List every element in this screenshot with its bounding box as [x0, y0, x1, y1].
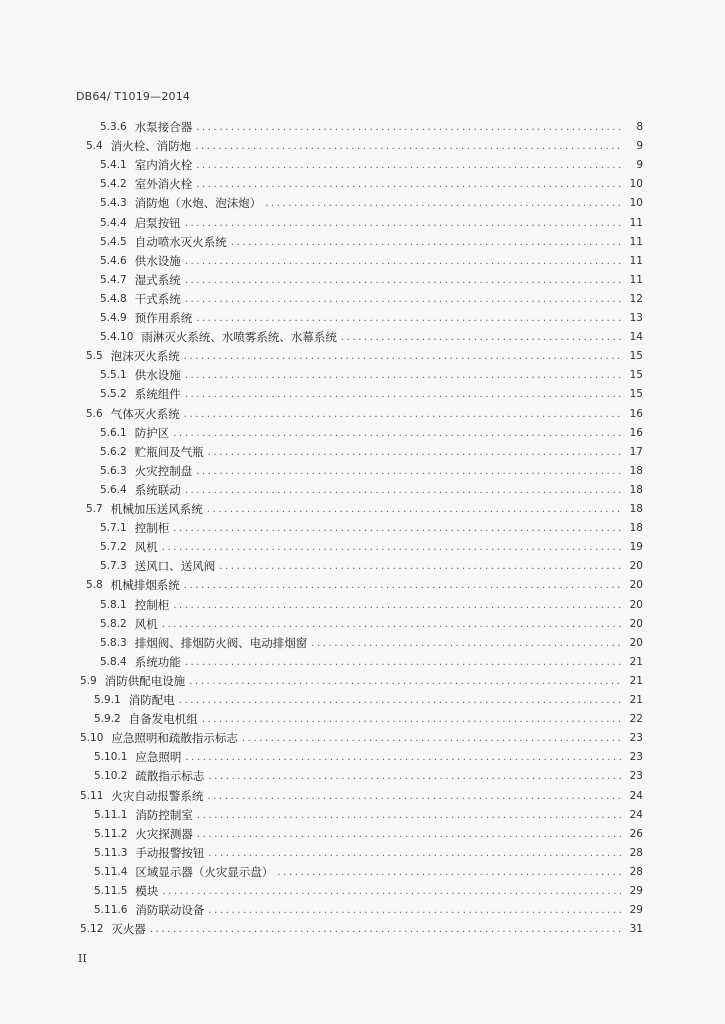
toc-leader-dots	[184, 405, 621, 424]
toc-entry-title: 防护区	[134, 425, 170, 440]
toc-leader-dots	[185, 748, 621, 767]
toc-leader-dots	[185, 290, 621, 309]
toc-entry-title: 机械加压送风系统	[110, 502, 203, 516]
toc-leader-dots	[185, 481, 621, 500]
toc-entry[interactable]	[100, 366, 643, 385]
toc-entry-page: 15	[629, 369, 643, 382]
toc-entry-title: 控制柜	[134, 521, 170, 536]
toc-entry-number: 5.5.1	[100, 369, 127, 382]
toc-entry[interactable]	[100, 538, 643, 557]
toc-entry-page: 18	[629, 522, 643, 535]
toc-entry-title: 消防供配电设施	[104, 673, 186, 688]
toc-entry-page: 20	[629, 579, 643, 592]
toc-leader-dots	[162, 882, 621, 901]
toc-entry[interactable]	[94, 901, 643, 920]
toc-leader-dots	[162, 615, 621, 634]
toc-entry[interactable]	[100, 309, 643, 328]
toc-entry-title: 控制柜	[134, 597, 170, 612]
toc-entry-title: 自备发电机组	[128, 712, 198, 727]
toc-entry-page: 8	[636, 121, 643, 133]
toc-leader-dots	[207, 787, 621, 806]
toc-entry-page: 16	[629, 426, 643, 439]
toc-leader-dots	[196, 309, 621, 328]
toc-entry-number: 5.6	[86, 407, 103, 420]
toc-entry[interactable]	[94, 691, 643, 710]
toc-entry[interactable]	[94, 710, 643, 729]
toc-entry-title: 疏散指示标志	[135, 769, 205, 784]
toc-entry[interactable]	[100, 233, 643, 252]
toc-entry-title: 火灾探测器	[135, 826, 193, 841]
toc-entry-title: 风机	[134, 540, 158, 555]
toc-entry-title: 系统联动	[134, 482, 181, 497]
toc-entry-page: 29	[629, 885, 643, 897]
toc-entry-number: 5.10.2	[94, 770, 128, 783]
toc-leader-dots	[208, 767, 621, 786]
toc-entry-page: 18	[629, 464, 643, 477]
toc-entry[interactable]	[86, 137, 643, 156]
toc-entry-number: 5.4.5	[100, 235, 127, 248]
toc-entry-title: 风机	[134, 616, 158, 631]
toc-entry-page: 15	[629, 388, 643, 401]
toc-entry-page: 23	[629, 751, 643, 764]
toc-leader-dots	[179, 691, 621, 710]
toc-entry-title: 供水设施	[134, 368, 181, 383]
toc-entry-title: 应急照明	[135, 750, 182, 765]
toc-entry-page: 31	[629, 923, 643, 936]
toc-entry-page: 28	[629, 846, 643, 859]
toc-entry-page: 21	[629, 694, 643, 706]
toc-entry-title: 干式系统	[134, 291, 181, 306]
toc-entry-number: 5.7	[86, 503, 103, 515]
toc-entry-number: 5.8	[86, 579, 103, 592]
toc-entry-title: 消防联动设备	[135, 903, 205, 918]
toc-entry[interactable]	[100, 557, 643, 576]
toc-entry-number: 5.12	[80, 923, 104, 936]
toc-entry-number: 5.4	[86, 140, 103, 153]
toc-entry-page: 24	[629, 808, 643, 821]
toc-entry-number: 5.6.1	[100, 426, 127, 439]
toc-entry-number: 5.4.9	[100, 312, 127, 324]
toc-entry-title: 火灾控制盘	[134, 463, 193, 478]
toc-entry-title: 贮瓶间及气瓶	[134, 444, 204, 459]
toc-leader-dots	[208, 901, 621, 920]
toc-entry-number: 5.5.2	[100, 388, 127, 401]
toc-leader-dots	[185, 653, 621, 672]
toc-entry-page: 21	[629, 655, 643, 668]
toc-entry-number: 5.11.1	[94, 808, 128, 821]
toc-entry-number: 5.3.6	[100, 121, 127, 133]
toc-entry-page: 23	[629, 770, 643, 783]
toc-entry-title: 消防控制室	[135, 807, 193, 822]
toc-entry-title: 室外消火栓	[134, 177, 193, 192]
toc-entry-number: 5.7.3	[100, 560, 127, 573]
toc-entry[interactable]	[94, 748, 643, 767]
toc-entry[interactable]	[100, 462, 643, 481]
toc-entry-page: 20	[629, 560, 643, 573]
toc-entry-title: 供水设施	[134, 253, 181, 268]
toc-entry[interactable]	[100, 118, 643, 137]
toc-entry-title: 湿式系统	[134, 272, 181, 287]
toc-entry[interactable]	[80, 787, 643, 806]
toc-entry[interactable]	[80, 920, 643, 939]
toc-leader-dots	[202, 710, 621, 729]
toc-leader-dots	[196, 462, 621, 481]
toc-leader-dots	[196, 156, 621, 175]
toc-entry-number: 5.4.7	[100, 273, 127, 286]
toc-entry[interactable]	[86, 576, 643, 595]
toc-entry-number: 5.4.2	[100, 178, 127, 191]
toc-entry-number: 5.9.2	[94, 713, 121, 726]
toc-entry-number: 5.11.3	[94, 846, 128, 859]
toc-entry[interactable]	[100, 271, 643, 290]
toc-leader-dots	[197, 825, 621, 844]
toc-entry-page: 11	[629, 273, 643, 286]
toc-entry-page: 20	[629, 617, 643, 630]
toc-entry-number: 5.6.2	[100, 445, 127, 458]
toc-entry[interactable]	[94, 806, 643, 825]
toc-entry-page: 28	[629, 865, 643, 878]
toc-leader-dots	[173, 596, 621, 615]
toc-entry-title: 启泵按钮	[134, 215, 181, 230]
toc-entry-number: 5.4.10	[100, 331, 134, 344]
toc-leader-dots	[208, 844, 621, 863]
toc-entry-title: 预作用系统	[134, 311, 193, 325]
toc-entry[interactable]	[94, 825, 643, 844]
toc-entry[interactable]	[86, 500, 643, 519]
toc-entry-title: 自动喷水灭火系统	[134, 234, 227, 249]
toc-entry[interactable]	[86, 347, 643, 366]
toc-entry-number: 5.10.1	[94, 751, 128, 764]
toc-entry[interactable]	[100, 194, 643, 213]
toc-entry-title: 室内消火栓	[134, 158, 193, 173]
toc-leader-dots	[185, 366, 621, 385]
toc-entry-title: 气体灭火系统	[110, 406, 180, 421]
toc-entry-page: 10	[629, 178, 643, 191]
toc-entry-page: 12	[629, 292, 643, 305]
document-code: DB64/ T1019—2014	[76, 90, 191, 103]
toc-entry-page: 21	[629, 674, 643, 687]
toc-entry-number: 5.4.1	[100, 159, 127, 172]
toc-entry[interactable]	[100, 634, 643, 653]
toc-leader-dots	[173, 519, 621, 538]
toc-leader-dots	[185, 385, 621, 404]
toc-leader-dots	[311, 634, 621, 653]
toc-entry-number: 5.11.6	[94, 904, 128, 917]
toc-entry-title: 火灾自动报警系统	[111, 788, 204, 803]
toc-leader-dots	[195, 137, 621, 156]
toc-entry[interactable]	[80, 729, 643, 748]
toc-entry-number: 5.8.2	[100, 617, 127, 630]
toc-leader-dots	[277, 863, 621, 882]
toc-entry[interactable]	[100, 519, 643, 538]
toc-leader-dots	[242, 729, 621, 748]
toc-entry-number: 5.8.3	[100, 636, 127, 649]
toc-entry[interactable]	[100, 424, 643, 443]
toc-entry[interactable]	[94, 844, 643, 863]
toc-entry[interactable]	[86, 405, 643, 424]
toc-leader-dots	[197, 806, 621, 825]
page-number: II	[78, 952, 87, 965]
toc-entry[interactable]	[100, 214, 643, 233]
toc-entry-page: 23	[629, 732, 643, 745]
toc-leader-dots	[265, 194, 621, 213]
toc-entry-number: 5.4.6	[100, 254, 127, 267]
toc-entry[interactable]	[94, 863, 643, 882]
toc-entry[interactable]	[100, 328, 643, 347]
toc-entry-page: 18	[629, 503, 643, 515]
toc-entry-number: 5.4.8	[100, 292, 127, 305]
toc-entry-title: 消火栓、消防炮	[110, 139, 192, 154]
toc-entry-page: 11	[629, 235, 643, 248]
toc-entry[interactable]	[100, 175, 643, 194]
toc-entry-title: 系统组件	[134, 387, 181, 402]
toc-entry[interactable]	[94, 882, 643, 901]
toc-entry-page: 20	[629, 636, 643, 649]
toc-entry-title: 排烟阀、排烟防火阀、电动排烟窗	[134, 635, 308, 650]
toc-entry-page: 18	[629, 483, 643, 496]
toc-entry-number: 5.7.2	[100, 541, 127, 554]
toc-entry-page: 9	[636, 140, 643, 153]
toc-entry-page: 11	[629, 254, 643, 267]
toc-leader-dots	[184, 576, 621, 595]
toc-leader-dots	[185, 271, 621, 290]
toc-leader-dots	[341, 328, 621, 347]
toc-entry[interactable]	[100, 443, 643, 462]
toc-leader-dots	[150, 920, 621, 939]
toc-entry-number: 5.9.1	[94, 694, 121, 706]
toc-entry-page: 14	[629, 331, 643, 344]
toc-entry-title: 泡沫灭火系统	[110, 349, 180, 364]
toc-leader-dots	[185, 252, 621, 271]
toc-entry[interactable]	[100, 385, 643, 404]
toc-entry-page: 10	[629, 197, 643, 210]
toc-entry-page: 13	[629, 312, 643, 324]
toc-entry-title: 消防炮（水炮、泡沫炮）	[134, 196, 262, 211]
toc-entry-number: 5.9	[80, 674, 97, 687]
toc-entry-number: 5.11	[80, 789, 104, 802]
toc-entry-page: 16	[629, 407, 643, 420]
toc-entry-number: 5.11.4	[94, 865, 128, 878]
toc-entry-page: 22	[629, 713, 643, 726]
toc-entry-number: 5.6.4	[100, 483, 127, 496]
toc-entry[interactable]	[100, 481, 643, 500]
toc-entry-title: 灭火器	[111, 922, 146, 937]
toc-entry[interactable]	[100, 653, 643, 672]
toc-entry-title: 区域显示器（火灾显示盘）	[135, 864, 274, 879]
toc-entry-page: 26	[629, 827, 643, 840]
toc-entry-number: 5.7.1	[100, 522, 127, 535]
toc-entry-number: 5.6.3	[100, 464, 127, 477]
toc-leader-dots	[219, 557, 621, 576]
toc-entry-page: 24	[629, 789, 643, 802]
toc-leader-dots	[185, 214, 621, 233]
toc-entry-title: 机械排烟系统	[110, 578, 180, 593]
toc-entry[interactable]	[80, 672, 643, 691]
toc-leader-dots	[231, 233, 621, 252]
toc-entry-number: 5.8.4	[100, 655, 127, 668]
toc-entry-title: 应急照明和疏散指示标志	[111, 731, 238, 746]
toc-entry-page: 11	[629, 216, 643, 229]
toc-entry-title: 手动报警按钮	[135, 845, 205, 860]
toc-entry-page: 29	[629, 904, 643, 917]
toc-entry-title: 雨淋灭火系统、水喷雾系统、水幕系统	[141, 330, 337, 345]
toc-entry[interactable]	[100, 156, 643, 175]
toc-entry-title: 水泵接合器	[134, 120, 193, 134]
toc-entry-number: 5.4.4	[100, 216, 127, 229]
toc-leader-dots	[162, 538, 621, 557]
toc-entry-title: 消防配电	[128, 693, 175, 707]
toc-leader-dots	[184, 347, 621, 366]
toc-entry-page: 20	[629, 598, 643, 611]
toc-entry-number: 5.8.1	[100, 598, 127, 611]
toc-entry-number: 5.5	[86, 350, 103, 363]
toc-entry[interactable]	[100, 252, 643, 271]
toc-entry[interactable]	[94, 767, 643, 786]
toc-leader-dots	[208, 443, 621, 462]
toc-leader-dots	[207, 500, 621, 519]
toc-entry-page: 19	[629, 541, 643, 554]
toc-entry-title: 送风口、送风阀	[134, 559, 216, 574]
toc-leader-dots	[196, 118, 621, 137]
toc-entry[interactable]	[100, 596, 643, 615]
toc-entry-title: 系统功能	[134, 654, 181, 669]
toc-entry-page: 15	[629, 350, 643, 363]
toc-entry[interactable]	[100, 290, 643, 309]
toc-leader-dots	[173, 424, 621, 443]
toc-entry-number: 5.4.3	[100, 197, 127, 210]
toc-entry-page: 17	[629, 445, 643, 458]
toc-entry-title: 模块	[135, 884, 159, 898]
toc-leader-dots	[189, 672, 621, 691]
toc-entry-number: 5.11.2	[94, 827, 128, 840]
toc-entry[interactable]	[100, 615, 643, 634]
toc-entry-page: 9	[636, 159, 643, 172]
toc-entry-number: 5.11.5	[94, 885, 128, 897]
toc-entry-number: 5.10	[80, 732, 104, 745]
toc-leader-dots	[196, 175, 621, 194]
